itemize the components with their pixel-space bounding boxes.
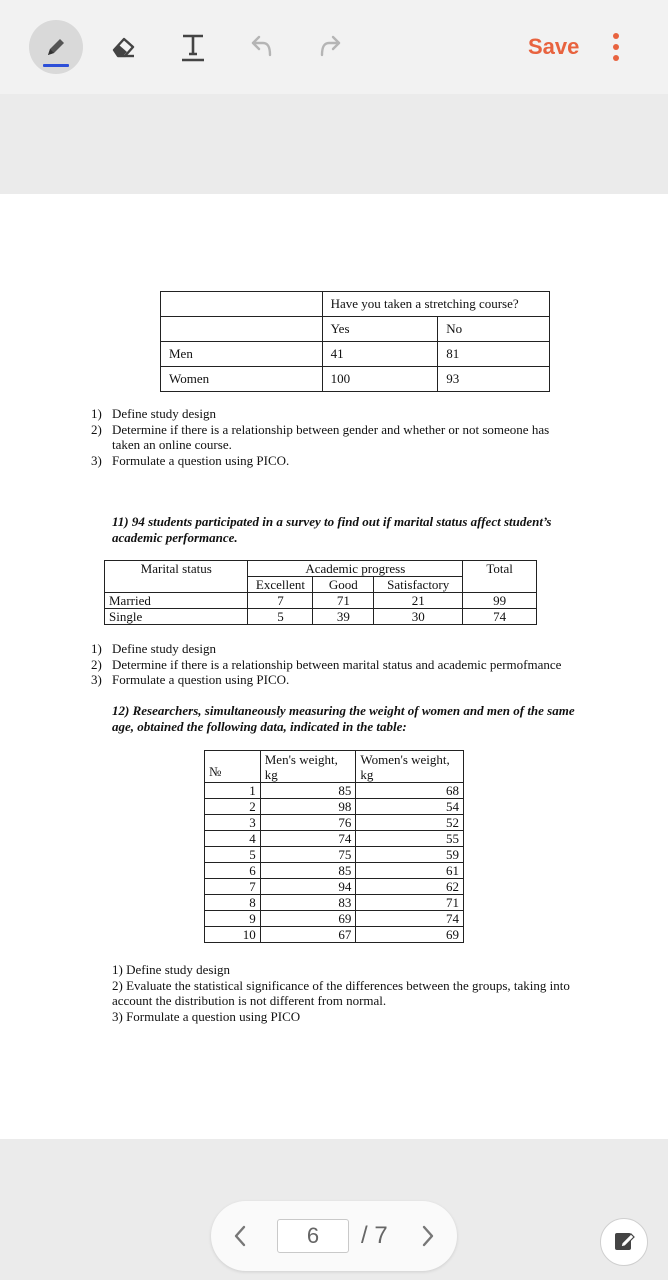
stretching-course-table bbox=[160, 291, 550, 392]
undo-icon bbox=[247, 31, 277, 61]
chevron-left-icon bbox=[232, 1224, 248, 1248]
list-item: 3) Formulate a question using PICO. bbox=[91, 672, 290, 687]
table-row: 9 69 74 bbox=[205, 911, 464, 927]
text-tool-button[interactable] bbox=[173, 26, 213, 66]
list-item: 3) Formulate a question using PICO. bbox=[91, 452, 290, 468]
table-row: 6 85 61 bbox=[205, 863, 464, 879]
task-list-3 bbox=[112, 962, 597, 1024]
eraser-icon bbox=[108, 31, 138, 61]
table-row: 3 76 52 bbox=[205, 815, 464, 831]
list-item: 2) Determine if there is a relationship between marital status and academic permofmance bbox=[91, 656, 562, 672]
undo-button[interactable] bbox=[242, 26, 282, 66]
active-tool-indicator bbox=[43, 64, 69, 67]
table-row: 4 74 55 bbox=[205, 831, 464, 847]
table-row: 10 67 69 bbox=[205, 927, 464, 943]
redo-button[interactable] bbox=[310, 26, 350, 66]
page-number-input[interactable]: 6 bbox=[277, 1219, 349, 1253]
marital-status-table: Marital status Academic progress Total Excellent Good Satisfactory Married 7 71 21 99 Single 5 39 30 74 bbox=[104, 560, 537, 625]
list-item: 1) Define study design bbox=[112, 962, 231, 977]
more-options-button[interactable] bbox=[596, 26, 636, 68]
table-row: Married 7 71 21 99 bbox=[105, 593, 537, 609]
next-page-button[interactable] bbox=[417, 1222, 439, 1250]
table-row: Single 5 39 30 74 bbox=[105, 609, 537, 625]
page-navigator bbox=[211, 1201, 457, 1271]
task-list-2 bbox=[91, 641, 591, 688]
previous-page-button[interactable] bbox=[229, 1222, 251, 1250]
table-row: 7 94 62 bbox=[205, 879, 464, 895]
table-header: Have you taken a stretching course? bbox=[322, 292, 549, 317]
table-row: 2 98 54 bbox=[205, 799, 464, 815]
table-row: Men 41 81 bbox=[161, 342, 550, 367]
more-vertical-icon bbox=[613, 33, 619, 39]
list-item: 2) Evaluate the statistical significance of the differences between the groups, taking into account the distribution is not different from normal. bbox=[112, 977, 570, 1008]
page-total: / 7 bbox=[361, 1222, 388, 1249]
table-row: Women 100 93 bbox=[161, 367, 550, 392]
edit-document-button[interactable] bbox=[600, 1218, 648, 1266]
document-page bbox=[0, 194, 668, 1139]
list-item: 1) Define study design bbox=[91, 641, 216, 656]
pen-icon bbox=[43, 34, 69, 60]
top-toolbar bbox=[0, 0, 668, 94]
question-12-heading: 12) Researchers, simultaneously measuring the weight of women and men of the same age, obtained the following data, indicated in the table: bbox=[112, 703, 575, 734]
column-header-yes: Yes bbox=[322, 317, 438, 342]
text-icon bbox=[178, 30, 208, 62]
edit-pen-icon bbox=[612, 1230, 636, 1254]
task-list-1 bbox=[91, 406, 571, 468]
save-button[interactable]: Save bbox=[528, 34, 580, 59]
list-item: 1) Define study design bbox=[91, 406, 216, 421]
redo-icon bbox=[315, 31, 345, 61]
column-header-no: No bbox=[438, 317, 550, 342]
eraser-tool-button[interactable] bbox=[103, 26, 143, 66]
table-row: 8 83 71 bbox=[205, 895, 464, 911]
chevron-right-icon bbox=[420, 1224, 436, 1248]
weight-table: № Men's weight, kg Women's weight, kg 1 85 68 2 98 54 3 76 52 4 74 55 5 75 59 6 85 61 7 94 62 8 83 71 9 69 74 10 67 69 bbox=[204, 750, 464, 943]
list-item: 2) Determine if there is a relationship between gender and whether or not someone has taken an online course. bbox=[91, 421, 550, 452]
table-row: 5 75 59 bbox=[205, 847, 464, 863]
table-row: 1 85 68 bbox=[205, 783, 464, 799]
question-11-heading: 11) 94 students participated in a survey to find out if marital status affect student’s academic performance. bbox=[112, 514, 552, 545]
list-item: 3) Formulate a question using PICO bbox=[112, 1008, 301, 1024]
